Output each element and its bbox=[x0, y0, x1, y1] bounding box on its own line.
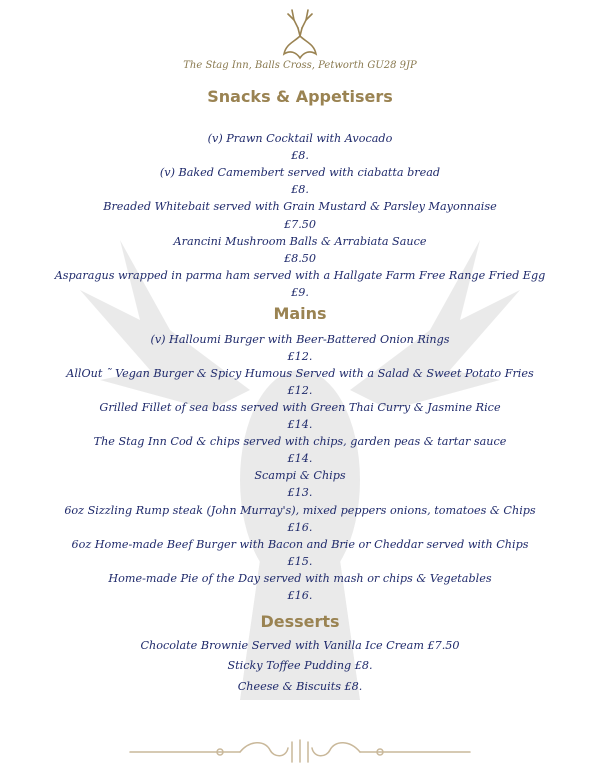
menu-price: £7.50 bbox=[283, 218, 317, 231]
section-title-mains: Mains bbox=[273, 304, 327, 323]
menu-item: 6oz Sizzling Rump steak (John Murray's), mixed peppers onions, tomatoes & Chips bbox=[64, 504, 536, 517]
footer-ornament-icon bbox=[120, 736, 480, 766]
menu-item: Scampi & Chips bbox=[254, 469, 346, 482]
menu-item: AllOut ˜ Vegan Burger & Spicy Humous Served with a Salad & Sweet Potato Fries bbox=[66, 367, 534, 380]
menu-price: £9. bbox=[291, 286, 309, 299]
section-title-desserts: Desserts bbox=[260, 612, 340, 631]
section-title-snacks: Snacks & Appetisers bbox=[207, 87, 393, 106]
menu-price: £12. bbox=[287, 384, 313, 397]
menu-item: 6oz Home-made Beef Burger with Bacon and Brie or Cheddar served with Chips bbox=[71, 538, 529, 551]
menu-item: Sticky Toffee Pudding £8. bbox=[227, 659, 373, 672]
menu-price: £12. bbox=[287, 350, 313, 363]
menu-item: Cheese & Biscuits £8. bbox=[237, 680, 363, 693]
stag-logo-icon bbox=[276, 6, 324, 62]
menu-item: (v) Baked Camembert served with ciabatta bread bbox=[159, 166, 441, 179]
menu-price: £14. bbox=[287, 418, 313, 431]
menu-item: Home-made Pie of the Day served with mash or chips & Vegetables bbox=[108, 572, 492, 585]
menu-price: £16. bbox=[287, 521, 313, 534]
menu-price: £15. bbox=[287, 555, 313, 568]
menu-item: Chocolate Brownie Served with Vanilla Ice Cream £7.50 bbox=[140, 639, 460, 652]
menu-item: Arancini Mushroom Balls & Arrabiata Sauce bbox=[173, 235, 427, 248]
menu-item: Asparagus wrapped in parma ham served with a Hallgate Farm Free Range Fried Egg bbox=[54, 269, 546, 282]
menu-item: The Stag Inn Cod & chips served with chips, garden peas & tartar sauce bbox=[93, 435, 507, 448]
menu-price: £14. bbox=[287, 452, 313, 465]
menu-item: (v) Halloumi Burger with Beer-Battered Onion Rings bbox=[150, 333, 450, 346]
address-line: The Stag Inn, Balls Cross, Petworth GU28 9JP bbox=[183, 60, 417, 71]
menu-item: Breaded Whitebait served with Grain Mustard & Parsley Mayonnaise bbox=[103, 200, 497, 213]
menu-item: (v) Prawn Cocktail with Avocado bbox=[207, 132, 393, 145]
menu-price: £8.50 bbox=[283, 252, 317, 265]
menu-item: Grilled Fillet of sea bass served with Green Thai Curry & Jasmine Rice bbox=[99, 401, 501, 414]
menu-price: £13. bbox=[287, 486, 313, 499]
menu-price: £8. bbox=[291, 183, 309, 196]
menu-price: £16. bbox=[287, 589, 313, 602]
menu-price: £8. bbox=[291, 149, 309, 162]
